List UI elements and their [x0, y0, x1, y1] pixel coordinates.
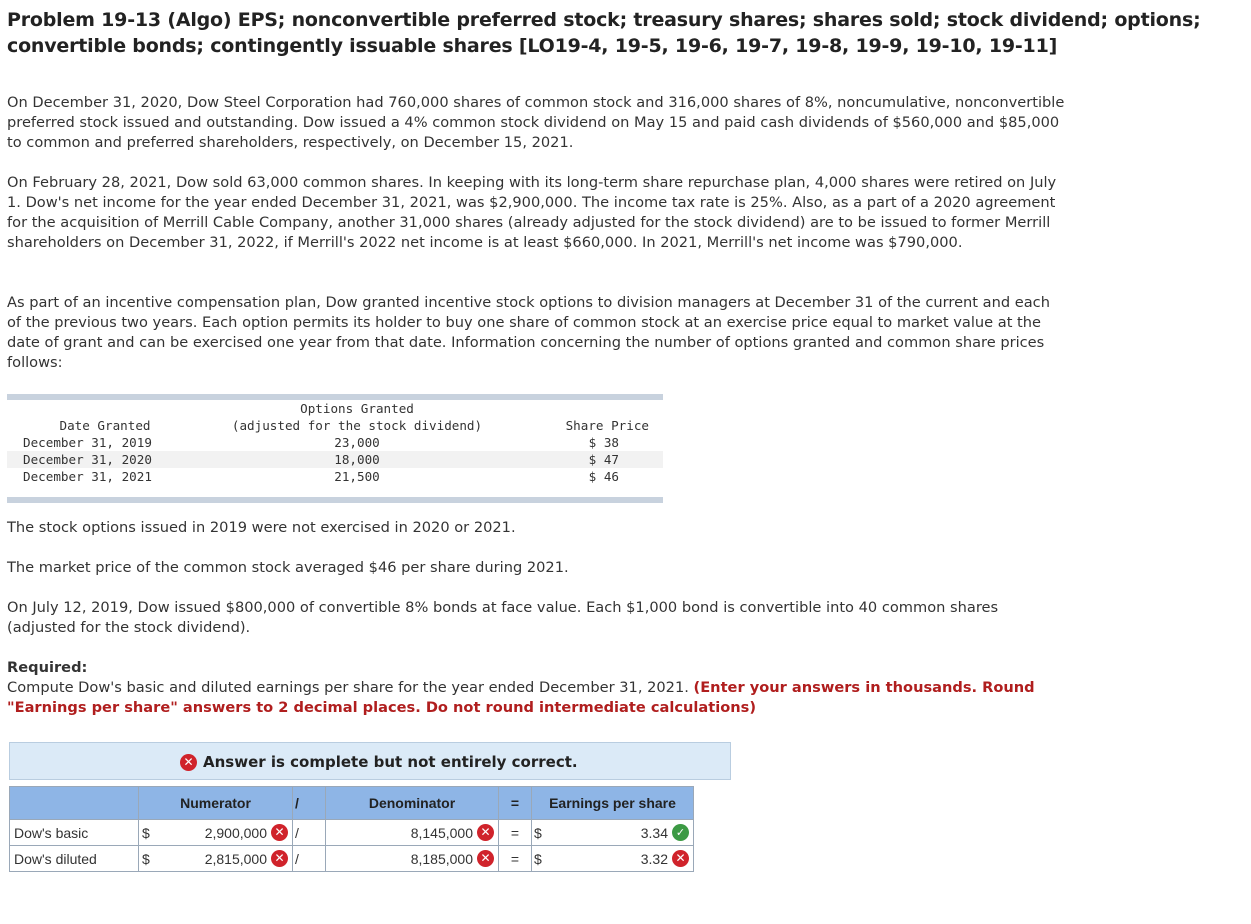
options-date: December 31, 2019 [23, 435, 152, 450]
options-header-options: (adjusted for the stock dividend) [231, 418, 483, 433]
options-table-header [7, 417, 663, 434]
paragraph-stock-options: As part of an incentive compensation plan, Dow granted incentive stock options to division managers at December 31 of the current and each of the previous two years. Each option permits its holder to buy one share of common stock at an exercise price equal to market value at the date of grant and can be exercised one year from that date. Information concerning the number of options granted and common share prices follows: [7, 294, 1050, 371]
slash: / [293, 846, 326, 872]
x-circle-icon: ✕ [477, 824, 494, 841]
basic-eps-input[interactable]: 3.34 ✓ [544, 820, 694, 846]
x-circle-icon: ✕ [271, 850, 288, 867]
header-slash: / [293, 787, 326, 820]
equals-sign: = [499, 820, 532, 846]
paragraph-convertible-bonds: On July 12, 2019, Dow issued $800,000 of convertible 8% bonds at face value. Each $1,000 bond is convertible into 40 common shares (adjusted for the stock dividend). [7, 599, 999, 636]
options-header-price: Share Price [565, 418, 649, 433]
answer-status-banner [9, 742, 731, 780]
x-circle-icon: ✕ [477, 850, 494, 867]
diluted-numerator-input[interactable]: 2,815,000 ✕ [153, 846, 293, 872]
equals-sign: = [499, 846, 532, 872]
eps-row-basic [10, 820, 694, 846]
header-equals: = [499, 787, 532, 820]
paragraph-share-activity: On February 28, 2021, Dow sold 63,000 common shares. In keeping with its long-term share repurchase plan, 4,000 shares were retired on July 1. Dow's net income for the year ended December 31, 2021, was $2,900,000. The income tax rate is 25%. Also, as a part of a 2020 agreement for the acquisition of Merrill Cable Company, another 31,000 shares (already adjusted for the stock dividend) are to be issued to former Merrill shareholders on December 31, 2022, if Merrill's 2022 net income is at least $660,000. In 2021, Merrill's net income was $790,000. [7, 174, 1057, 251]
basic-denominator-input[interactable]: 8,145,000 ✕ [326, 820, 499, 846]
options-price: $ 46 [588, 469, 619, 484]
header-eps: Earnings per share [532, 787, 694, 820]
paragraph-options-not-exercised: The stock options issued in 2019 were not exercised in 2020 or 2021. [7, 519, 516, 536]
problem-title: Problem 19-13 (Algo) EPS; nonconvertible preferred stock; treasury shares; shares sold; stock dividend; options; convertible bonds; contingently issuable shares [LO19-4, 19-5, 19-6, 19-7, 19-8, 19-9, 19-10, 19-11] [7, 9, 1201, 57]
x-circle-icon: ✕ [672, 850, 689, 867]
options-header-date: Date Granted [59, 418, 151, 433]
options-row [7, 451, 663, 468]
x-circle-icon: ✕ [271, 824, 288, 841]
options-count: 23,000 [334, 435, 380, 450]
options-count: 18,000 [334, 452, 380, 467]
x-circle-icon: ✕ [180, 754, 197, 771]
options-row [7, 434, 663, 451]
options-row [7, 468, 663, 485]
row-label: Dow's basic [10, 820, 139, 846]
paragraph-company-info: On December 31, 2020, Dow Steel Corporation had 760,000 shares of common stock and 316,000 shares of 8%, noncumulative, nonconvertible preferred stock issued and outstanding. Dow issued a 4% common stock dividend on May 15 and paid cash dividends of $560,000 and $85,000 to common and preferred shareholders, respectively, on December 15, 2021. [7, 94, 1065, 151]
paragraph-market-price: The market price of the common stock averaged $46 per share during 2021. [7, 559, 569, 576]
slash: / [293, 820, 326, 846]
check-circle-icon: ✓ [672, 824, 689, 841]
options-table [7, 394, 663, 503]
diluted-eps-input[interactable]: 3.32 ✕ [544, 846, 694, 872]
eps-table [9, 786, 694, 872]
banner-text: Answer is complete but not entirely correct. [203, 753, 578, 771]
required-section [7, 658, 1067, 718]
currency-symbol: $ [139, 846, 154, 872]
required-label: Required: [7, 659, 88, 676]
eps-row-diluted [10, 846, 694, 872]
basic-numerator-input[interactable]: 2,900,000 ✕ [153, 820, 293, 846]
diluted-denominator-input[interactable]: 8,185,000 ✕ [326, 846, 499, 872]
options-price: $ 38 [588, 435, 619, 450]
options-date: December 31, 2020 [23, 452, 152, 467]
currency-symbol: $ [139, 820, 154, 846]
currency-symbol: $ [532, 820, 545, 846]
options-date: December 31, 2021 [23, 469, 152, 484]
required-text: Compute Dow's basic and diluted earnings per share for the year ended December 31, 2021. [7, 679, 689, 696]
required-note: (Enter your answers in thousands. Round "Earnings per share" answers to 2 decimal places. Do not round intermediate calculations) [7, 679, 1035, 716]
options-price: $ 47 [588, 452, 619, 467]
options-count: 21,500 [334, 469, 380, 484]
row-label: Dow's diluted [10, 846, 139, 872]
header-denominator: Denominator [326, 787, 499, 820]
currency-symbol: $ [532, 846, 545, 872]
header-numerator: Numerator [139, 787, 293, 820]
options-header-top: Options Granted [300, 401, 414, 416]
options-table-header-top [7, 400, 663, 417]
eps-table-header [10, 787, 694, 820]
